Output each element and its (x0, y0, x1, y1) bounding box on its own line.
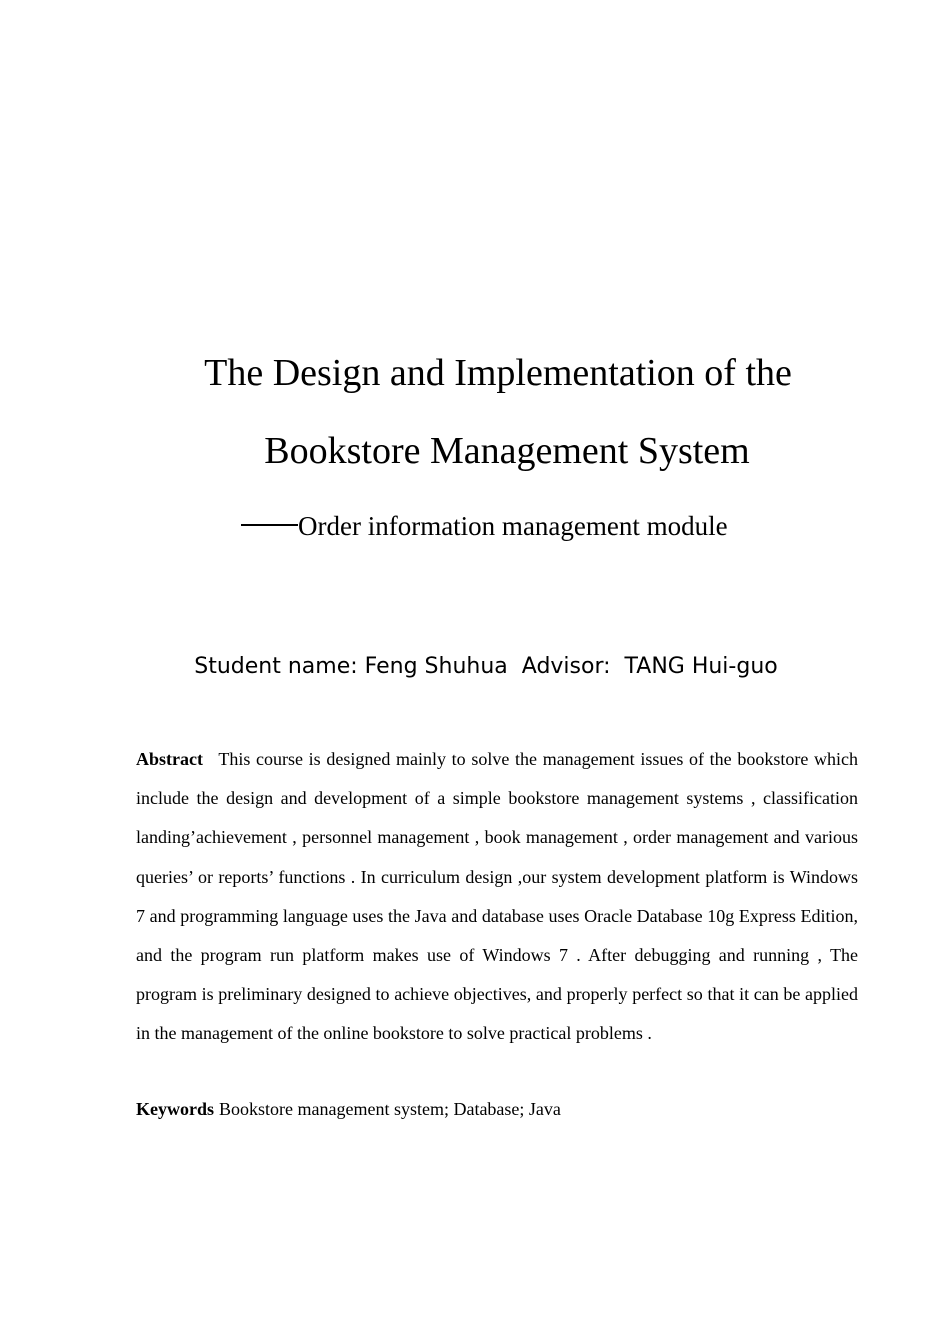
abstract-text: This course is designed mainly to solve the management issues of the bookstore which include the design and development of a simple bookstore management systems , classification landing’achievement , personnel management , book management , order management and various queries’ or reports’ functions . In curriculum design ,our system development platform is Windows 7 and programming language uses the Java and database uses Oracle Database 10g Express Edition, and the program run platform makes use of Windows 7 . After debugging and running , The program is preliminary designed to achieve objectives, and properly perfect so that it can be applied in the management of the online bookstore to solve practical problems . (136, 749, 858, 1044)
byline (0, 651, 950, 683)
subtitle-text: Order information management module (298, 511, 728, 541)
advisor-name: TANG Hui-guo (624, 654, 778, 679)
student-label: Student name: (194, 654, 358, 679)
keywords-paragraph (136, 1094, 858, 1124)
em-dash-rule (241, 524, 298, 526)
keywords-label: Keywords (136, 1099, 214, 1119)
student-name: Feng Shuhua (364, 654, 508, 679)
title-line-2: Bookstore Management System (264, 430, 750, 472)
abstract-paragraph (136, 740, 858, 1054)
subtitle (241, 509, 728, 543)
keywords-text: Bookstore management system; Database; Java (219, 1099, 561, 1119)
abstract-label: Abstract (136, 749, 203, 769)
advisor-label: Advisor: (521, 654, 611, 679)
title-line-1: The Design and Implementation of the (204, 352, 792, 394)
